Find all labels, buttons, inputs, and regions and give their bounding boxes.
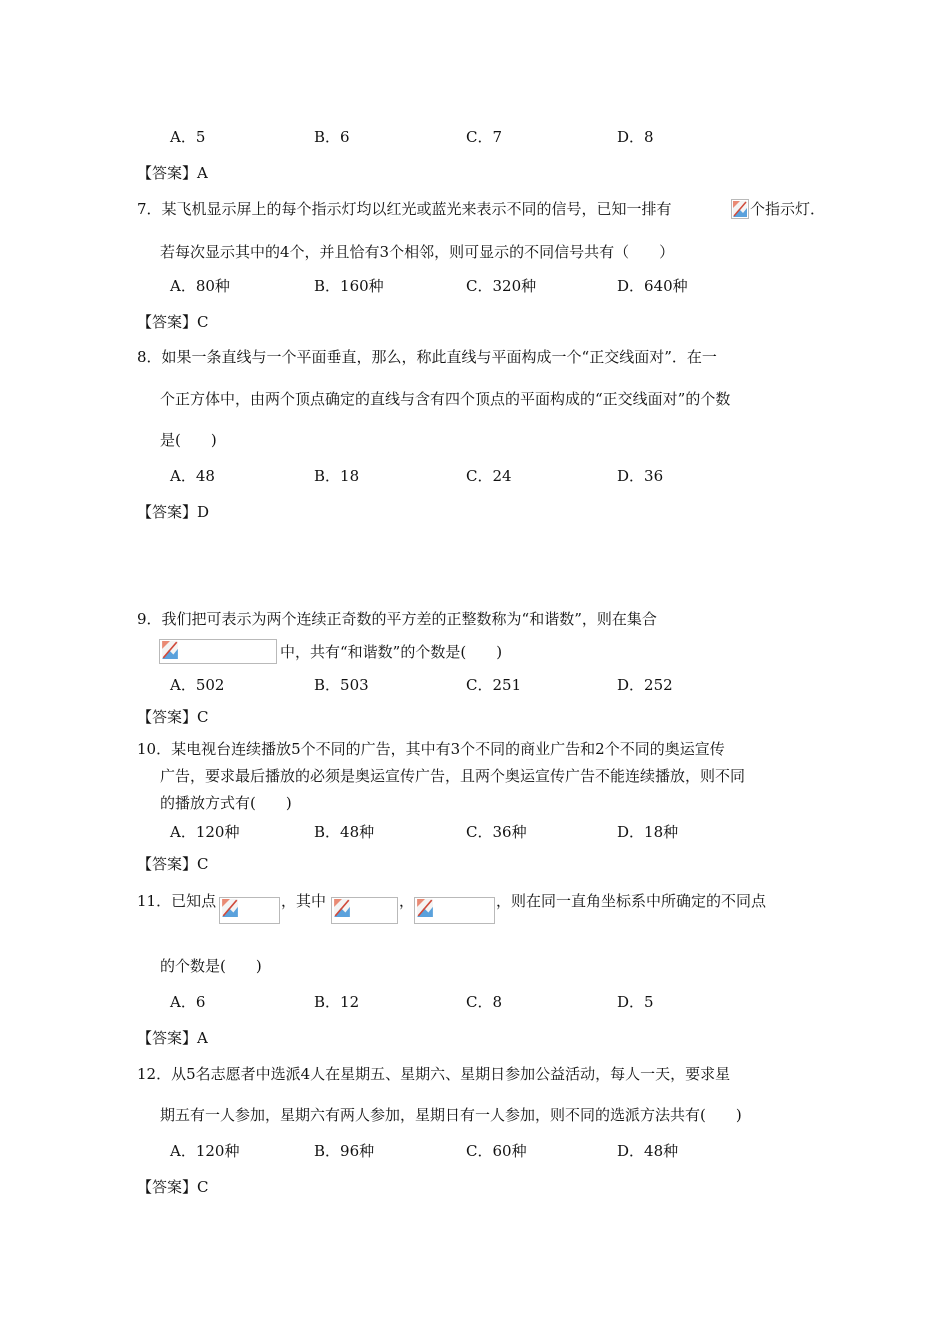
q8-answer: 【答案】D [137,503,210,521]
q7-option-b: B．160种 [314,277,384,295]
broken-image-icon [414,897,495,924]
q11-option-b: B．12 [314,993,360,1011]
q10-option-c: C．36种 [466,823,527,841]
q9-line1: 9．我们把可表示为两个连续正奇数的平方差的正整数称为“和谐数”，则在集合 [137,610,657,628]
q7-option-d: D．640种 [617,277,688,295]
q9-answer: 【答案】C [137,708,209,726]
q8-option-a: A．48 [170,467,215,485]
q7-option-c: C．320种 [466,277,537,295]
q9-option-b: B．503 [314,676,369,694]
q6-option-c: C．7 [466,128,503,146]
q7-option-a: A．80种 [170,277,230,295]
q12-option-b: B．96种 [314,1142,375,1160]
q11-answer: 【答案】A [137,1029,208,1047]
q6-answer: 【答案】A [137,164,208,182]
q6-option-d: D．8 [617,128,654,146]
q9-option-c: C．251 [466,676,522,694]
q7-line1a: 7．某飞机显示屏上的每个指示灯均以红光或蓝光来表示不同的信号，已知一排有 [137,200,672,218]
q11-option-d: D．5 [617,993,654,1011]
q10-option-a: A．120种 [170,823,240,841]
q8-option-c: C．24 [466,467,512,485]
q8-option-b: B．18 [314,467,360,485]
q8-option-d: D．36 [617,467,664,485]
q6-option-a: A．5 [170,128,206,146]
q10-answer: 【答案】C [137,855,209,873]
q12-option-c: C．60种 [466,1142,527,1160]
q7-line2: 若每次显示其中的4个，并且恰有3个相邻，则可显示的不同信号共有（ ） [160,243,675,261]
q10-option-d: D．18种 [617,823,679,841]
q11-part4: ，则在同一直角坐标系中所确定的不同点 [496,892,767,910]
q11-option-a: A．6 [170,993,206,1011]
q12-option-a: A．120种 [170,1142,240,1160]
q12-answer: 【答案】C [137,1178,209,1196]
broken-image-icon [731,199,749,219]
q11-line2: 的个数是( ) [160,957,262,975]
q11-part1: 11．已知点 [137,892,217,910]
q12-line1: 12．从5名志愿者中选派4人在星期五、星期六、星期日参加公益活动，每人一天，要求星 [137,1065,731,1083]
q8-line3: 是( ) [160,431,217,449]
q6-option-b: B．6 [314,128,350,146]
q9-line2: 中，共有“和谐数”的个数是( ) [280,643,503,661]
q10-line2: 广告，要求最后播放的必须是奥运宣传广告，且两个奥运宣传广告不能连续播放，则不同 [160,767,746,785]
q11-part3: ， [399,892,415,910]
q11-option-c: C．8 [466,993,503,1011]
q10-line3: 的播放方式有( ) [160,794,292,812]
q12-line2: 期五有一人参加，星期六有两人参加，星期日有一人参加，则不同的选派方法共有( ) [160,1106,742,1124]
q9-option-a: A．502 [170,676,225,694]
broken-image-icon [331,897,398,924]
broken-image-icon [219,897,280,924]
broken-image-icon [159,639,277,664]
q10-line1: 10．某电视台连续播放5个不同的广告，其中有3个不同的商业广告和2个不同的奥运宣传 [137,740,725,758]
q9-option-d: D．252 [617,676,673,694]
q7-line1b: 个指示灯． [750,200,826,218]
q10-option-b: B．48种 [314,823,375,841]
q12-option-d: D．48种 [617,1142,679,1160]
q8-line2: 个正方体中，由两个顶点确定的直线与含有四个顶点的平面构成的“正交线面对”的个数 [160,390,731,408]
q8-line1: 8．如果一条直线与一个平面垂直，那么，称此直线与平面构成一个“正交线面对”．在一 [137,348,717,366]
q7-answer: 【答案】C [137,313,209,331]
q11-part2: ，其中 [281,892,327,910]
